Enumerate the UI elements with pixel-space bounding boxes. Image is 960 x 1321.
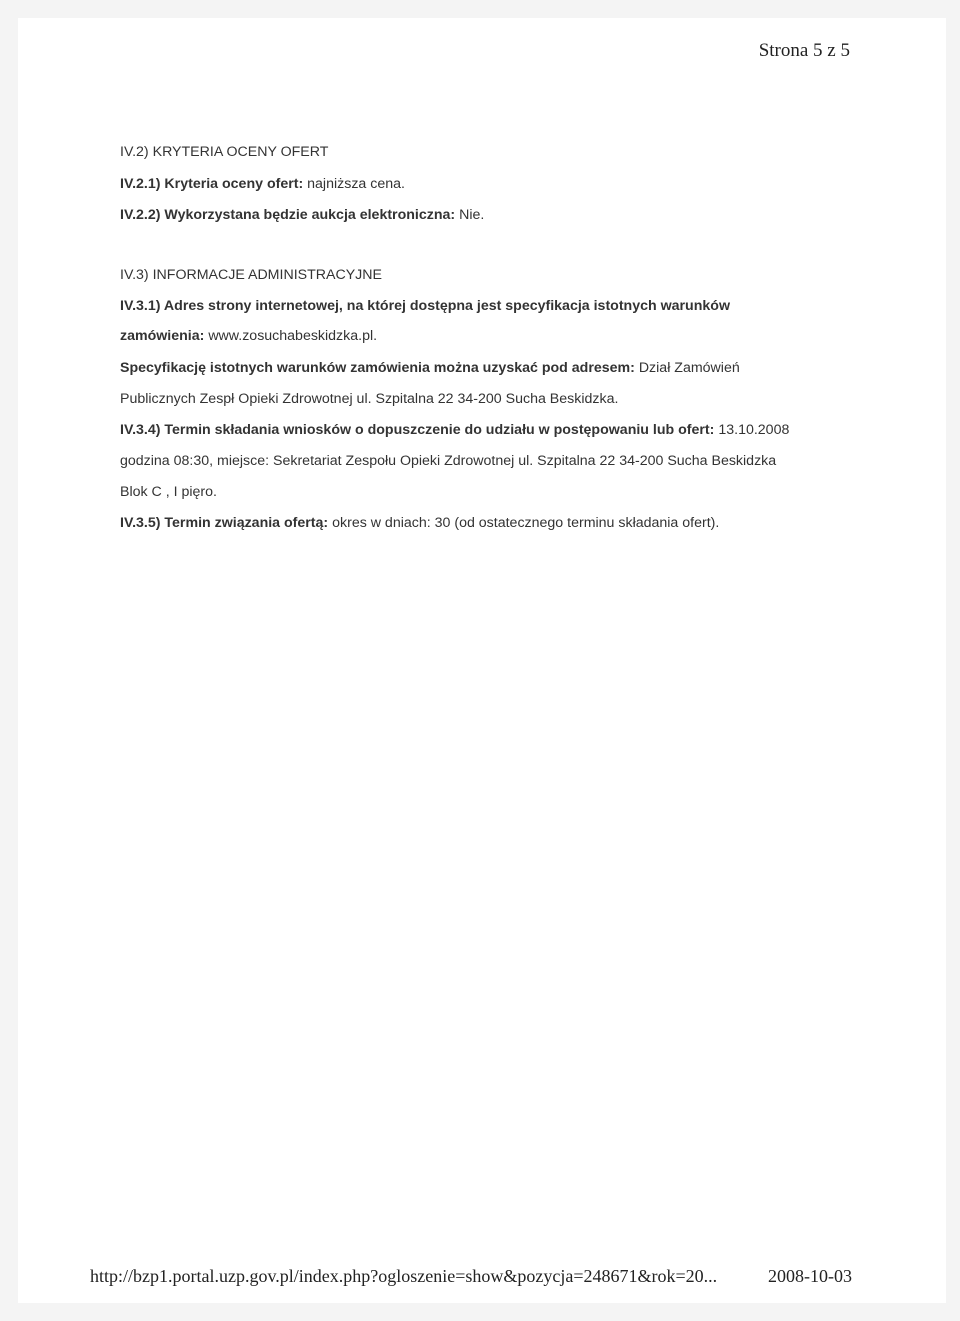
binding-value: okres w dniach: 30 (od ostatecznego terminu składania ofert).	[332, 515, 720, 531]
section-heading-criteria: IV.2) KRYTERIA OCENY OFERT	[120, 144, 329, 160]
deadline-line2: godzina 08:30, miejsce: Sekretariat Zespołu Opieki Zdrowotnej ul. Szpitalna 22 34-200 Sucha Beskidzka	[120, 453, 777, 469]
auction-line	[120, 207, 484, 223]
page-number: Strona 5 z 5	[758, 40, 850, 61]
binding-line	[120, 515, 719, 531]
web-address: www.zosuchabeskidzka.pl.	[208, 328, 378, 344]
web-line	[120, 328, 377, 344]
web-label-line1: IV.3.1) Adres strony internetowej, na której dostępna jest specyfikacja istotnych warunków	[120, 298, 730, 314]
footer-url: http://bzp1.portal.uzp.gov.pl/index.php?ogloszenie=show&pozycja=248671&rok=20...	[90, 1266, 718, 1286]
spec-value-line1: Dział Zamówień	[638, 360, 740, 376]
spec-label: Specyfikację istotnych warunków zamówienia można uzyskać pod adresem:	[120, 360, 635, 376]
criteria-value: najniższa cena.	[307, 176, 405, 192]
spec-value-line2: Publicznych Zespł Opieki Zdrowotnej ul. Szpitalna 22 34-200 Sucha Beskidzka.	[120, 391, 619, 407]
deadline-label: IV.3.4) Termin składania wniosków o dopuszczenie do udziału w postępowaniu lub ofert:	[120, 422, 715, 438]
auction-label: IV.2.2) Wykorzystana będzie aukcja elektroniczna:	[120, 207, 456, 223]
section-heading-admin: IV.3) INFORMACJE ADMINISTRACYJNE	[120, 267, 382, 283]
criteria-line	[120, 176, 405, 192]
web-label-line2: zamówienia:	[120, 328, 205, 344]
deadline-line3: Blok C , I pięro.	[120, 484, 217, 500]
deadline-value: 13.10.2008	[718, 422, 790, 438]
binding-label: IV.3.5) Termin związania ofertą:	[120, 515, 329, 531]
auction-value: Nie.	[459, 207, 485, 223]
criteria-label: IV.2.1) Kryteria oceny ofert:	[120, 176, 304, 192]
footer-date: 2008-10-03	[768, 1266, 852, 1286]
spec-line	[120, 360, 740, 376]
deadline-line	[120, 422, 789, 438]
